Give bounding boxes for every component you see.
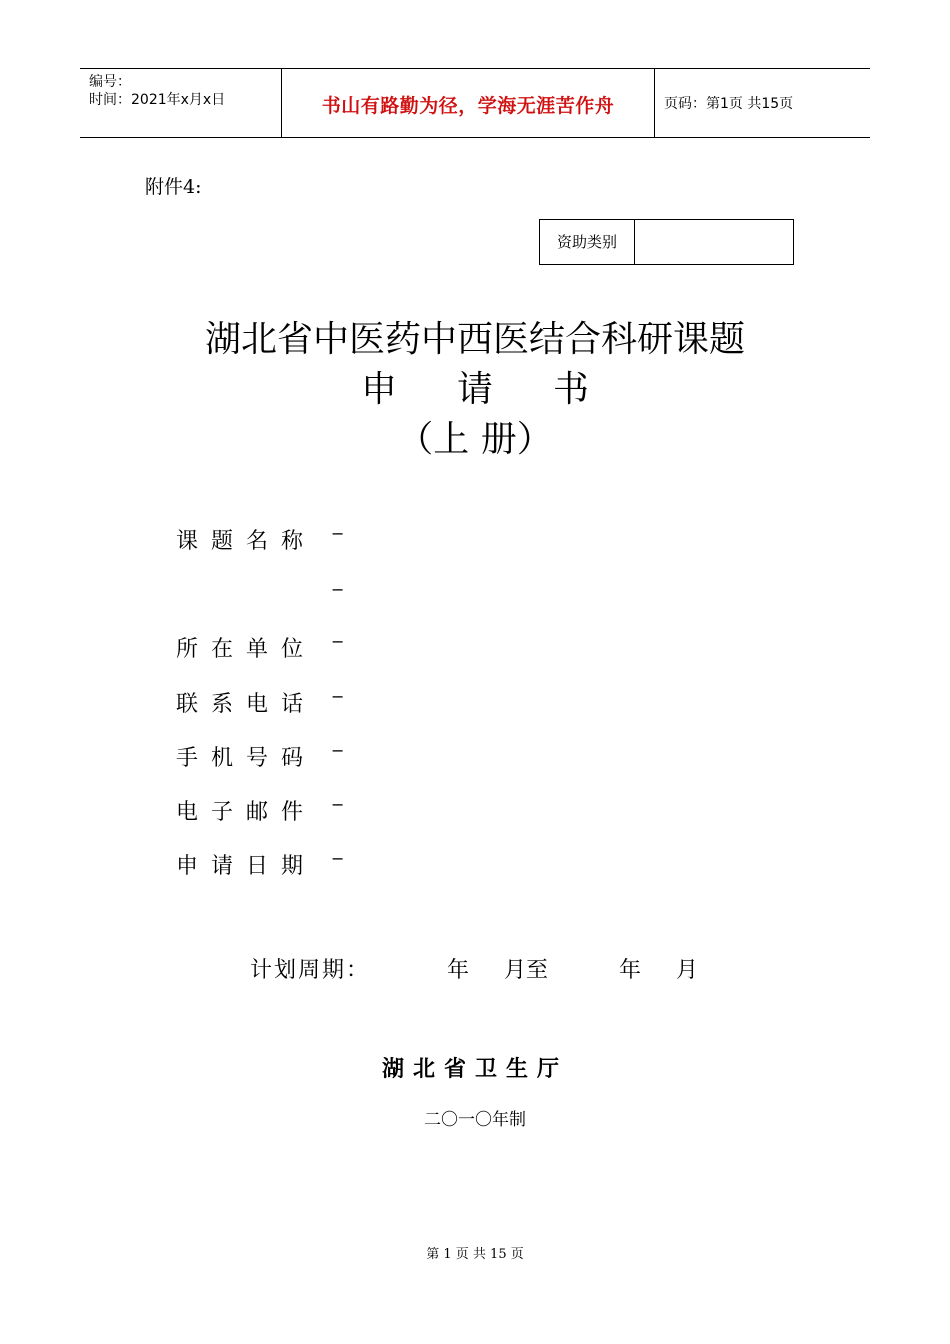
grant-category-label: 资助类别 bbox=[540, 220, 635, 264]
field-dash[interactable]: − bbox=[331, 849, 345, 868]
field-mobile bbox=[176, 741, 345, 774]
field-apply-date bbox=[176, 849, 345, 882]
subtitle-char: 书 bbox=[552, 369, 589, 410]
document-subtitle bbox=[0, 368, 950, 412]
serial-label: 编号： bbox=[89, 74, 131, 90]
period-label: 计划周期： bbox=[250, 958, 371, 983]
subtitle-char: 申 bbox=[360, 369, 397, 410]
period-month-to: 月至 bbox=[504, 958, 549, 983]
field-label: 申请日期 bbox=[176, 854, 317, 879]
field-email bbox=[176, 795, 345, 828]
issuing-department: 湖北省卫生厅 bbox=[381, 1056, 568, 1082]
field-label: 电子邮件 bbox=[176, 800, 317, 825]
header-motto-cell bbox=[282, 69, 655, 137]
made-year: 二〇一〇年制 bbox=[424, 1110, 526, 1130]
subtitle-char: 请 bbox=[456, 369, 493, 410]
period-year-end: 年 bbox=[619, 958, 642, 983]
field-institution bbox=[176, 632, 345, 665]
page-info: 页码：第1页 共15页 bbox=[664, 96, 794, 112]
time-label: 时间：2021年x月x日 bbox=[89, 92, 226, 108]
page-footer: 第 1 页 共 15 页 bbox=[426, 1247, 524, 1262]
field-label: 手机号码 bbox=[176, 746, 317, 771]
field-dash[interactable]: − bbox=[331, 795, 345, 814]
field-dash-line2[interactable]: − bbox=[331, 580, 345, 599]
period-month-end: 月 bbox=[676, 958, 699, 983]
motto: 书山有路勤为径，学海无涯苦作舟 bbox=[321, 95, 615, 117]
volume-label: （上 册） bbox=[397, 419, 553, 460]
field-phone bbox=[176, 687, 345, 720]
header-page-cell bbox=[655, 69, 870, 137]
field-label: 课题名称 bbox=[176, 529, 317, 554]
field-dash[interactable]: − bbox=[331, 524, 345, 543]
field-project-name bbox=[176, 524, 345, 557]
document-title: 湖北省中医药中西医结合科研课题 bbox=[204, 319, 745, 360]
grant-category-box bbox=[539, 219, 794, 265]
field-dash[interactable]: − bbox=[331, 687, 345, 706]
document-header bbox=[80, 68, 870, 138]
field-dash[interactable]: − bbox=[331, 632, 345, 651]
field-dash[interactable]: − bbox=[331, 741, 345, 760]
field-label: 所在单位 bbox=[176, 637, 317, 662]
header-meta-cell bbox=[80, 69, 282, 137]
period-year-start: 年 bbox=[447, 958, 470, 983]
grant-category-value[interactable] bbox=[635, 220, 793, 264]
field-label: 联系电话 bbox=[176, 692, 317, 717]
attachment-label: 附件4: bbox=[145, 176, 202, 198]
